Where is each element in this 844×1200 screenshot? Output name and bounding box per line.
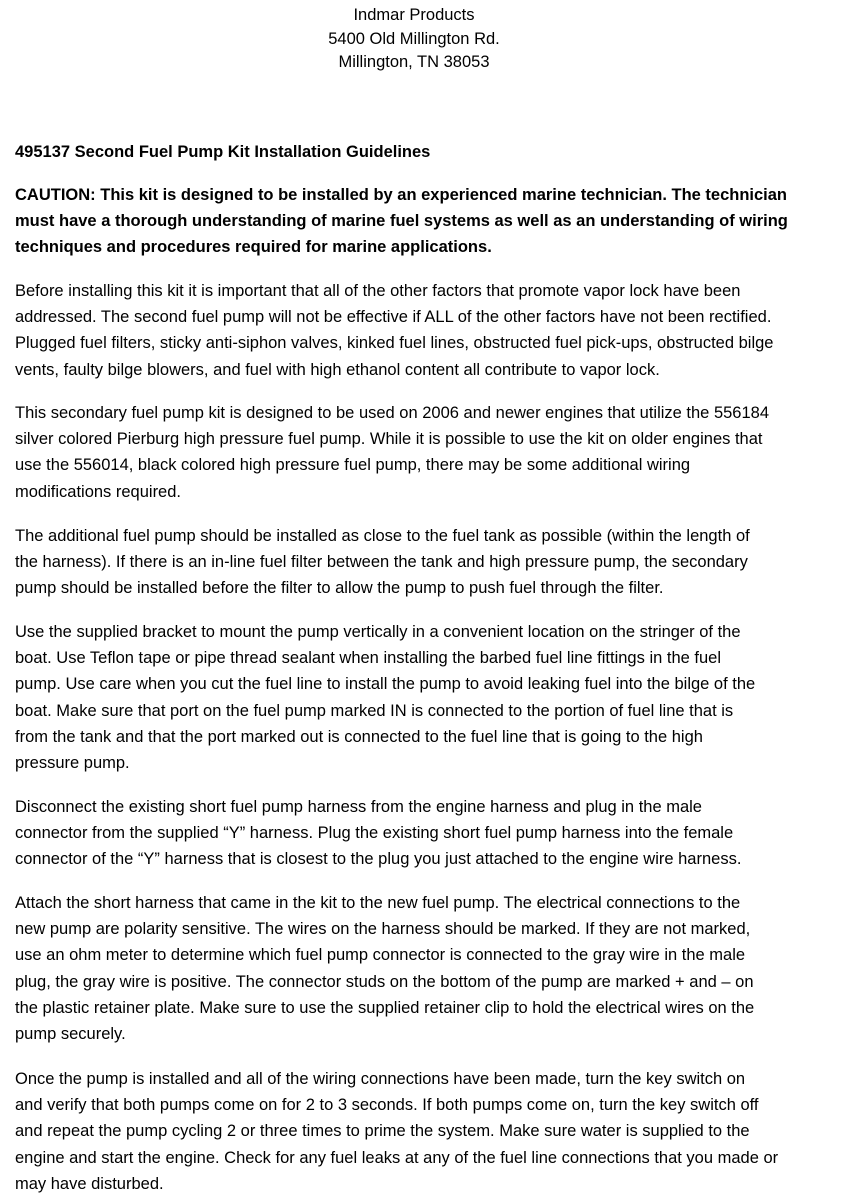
paragraph-line: pump should be installed before the filter to allow the pump to push fuel through the filter. [15,579,664,598]
paragraph-line: Before installing this kit it is important that all of the other factors that promote vapor lock have been [15,282,741,300]
mounting-paragraph [15,619,835,776]
paragraph-line: addressed. The second fuel pump will not be effective if ALL of the other factors have not been rectified. [15,308,772,327]
paragraph-line: pump securely. [15,1025,126,1044]
paragraph-line: may have disturbed. [15,1174,164,1193]
caution-paragraph [15,182,835,261]
paragraph-line: from the tank and that the port marked out is connected to the fuel line that is going to the high [15,727,703,746]
paragraph-line: Disconnect the existing short fuel pump harness from the engine harness and plug in the male [15,798,702,816]
letterhead [0,4,828,75]
paragraph-line: vents, faulty bilge blowers, and fuel with high ethanol content all contribute to vapor lock. [15,360,660,379]
paragraph-line: boat. Use Teflon tape or pipe thread sealant when installing the barbed fuel line fittings in the fuel [15,649,721,668]
paragraph-line: plug, the gray wire is positive. The connector studs on the bottom of the pump are marked + and – on [15,972,754,991]
paragraph-line: The additional fuel pump should be installed as close to the fuel tank as possible (within the length of [15,527,750,545]
street-address: 5400 Old Millington Rd. [328,29,500,48]
paragraph-line: and verify that both pumps come on for 2 to 3 seconds. If both pumps come on, turn the key switch off [15,1096,759,1115]
city-state-zip: Millington, TN 38053 [338,53,490,71]
paragraph-line: and repeat the pump cycling 2 or three times to prime the system. Make sure water is supplied to the [15,1122,750,1141]
placement-paragraph [15,523,835,602]
paragraph-line: techniques and procedures required for marine applications. [15,238,492,257]
harness-paragraph [15,794,835,873]
paragraph-line: engine and start the engine. Check for any fuel leaks at any of the fuel line connections that you made or [15,1148,779,1167]
paragraph-line: use the 556014, black colored high pressure fuel pump, there may be some additional wiring [15,456,691,475]
paragraph-line: Once the pump is installed and all of the wiring connections have been made, turn the key switch on [15,1070,746,1088]
document-title: 495137 Second Fuel Pump Kit Installation Guidelines [15,143,431,161]
paragraph-line: must have a thorough understanding of marine fuel systems as well as an understanding of wiring [15,212,788,231]
paragraph-line: This secondary fuel pump kit is designed to be used on 2006 and newer engines that utilize the 556184 [15,404,770,422]
company-name: Indmar Products [353,6,475,24]
paragraph-line: new pump are polarity sensitive. The wires on the harness should be marked. If they are not marked, [15,920,751,939]
paragraph-line: silver colored Pierburg high pressure fuel pump. While it is possible to use the kit on older engines that [15,430,763,449]
paragraph-line: Use the supplied bracket to mount the pump vertically in a convenient location on the stringer of the [15,623,741,641]
paragraph-line: connector from the supplied “Y” harness. Plug the existing short fuel pump harness into the female [15,824,734,843]
paragraph-line: pressure pump. [15,754,130,773]
paragraph-line: use an ohm meter to determine which fuel pump connector is connected to the gray wire in the male [15,946,746,965]
paragraph-line: the harness). If there is an in-line fuel filter between the tank and high pressure pump, the secondary [15,553,748,572]
paragraph-line: Plugged fuel filters, sticky anti-siphon valves, kinked fuel lines, obstructed fuel pick-ups, obstructed bilge [15,334,774,353]
paragraph-line: CAUTION: This kit is designed to be installed by an experienced marine technician. The technician [15,186,788,204]
paragraph-line: connector of the “Y” harness that is closest to the plug you just attached to the engine wire harness. [15,850,742,869]
paragraph-line: modifications required. [15,482,181,501]
paragraph-line: boat. Make sure that port on the fuel pump marked IN is connected to the portion of fuel line that is [15,701,734,720]
vapor-lock-paragraph [15,278,835,383]
paragraph-line: pump. Use care when you cut the fuel line to install the pump to avoid leaking fuel into the bilge of the [15,675,756,694]
priming-paragraph [15,1066,835,1197]
wiring-paragraph [15,890,835,1047]
paragraph-line: Attach the short harness that came in the kit to the new fuel pump. The electrical connections to the [15,894,741,912]
paragraph-line: the plastic retainer plate. Make sure to use the supplied retainer clip to hold the electrical wires on the [15,998,755,1017]
compatibility-paragraph [15,400,835,505]
